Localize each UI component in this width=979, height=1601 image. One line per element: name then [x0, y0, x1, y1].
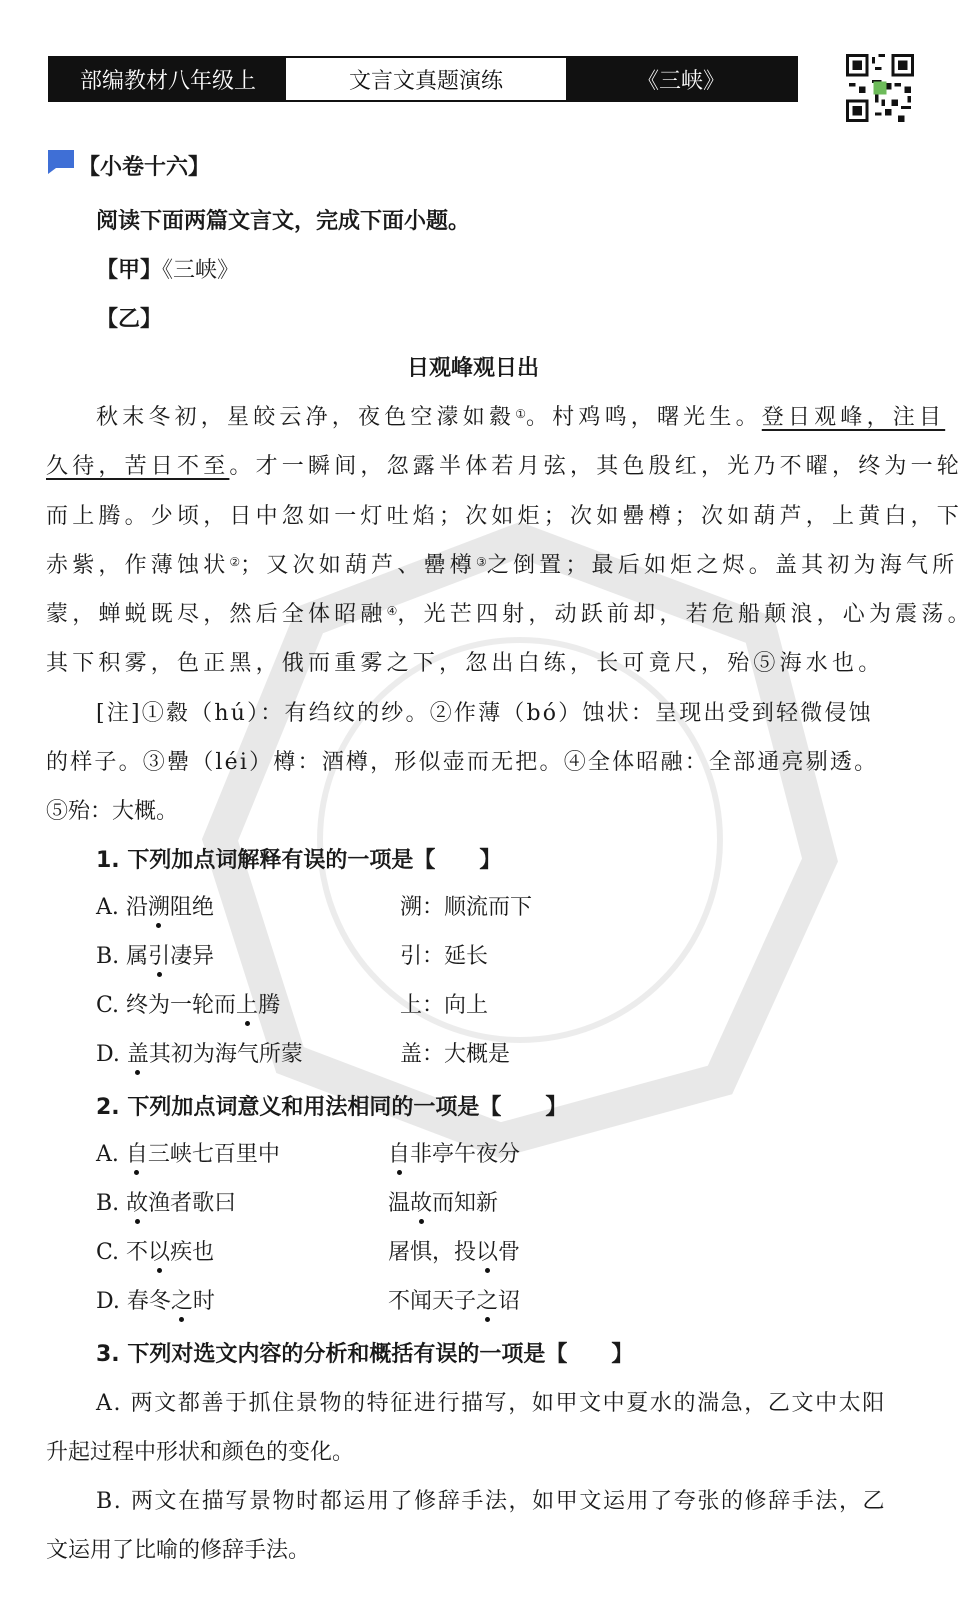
- q2-option-c: C. 不以疾也: [96, 1238, 214, 1268]
- q3-option-a-line-1: A. 两文都善于抓住景物的特征进行描写，如甲文中夏水的湍急，乙文中太阳: [96, 1391, 886, 1416]
- section-title: 【小卷十六】: [78, 155, 211, 180]
- q2-option-b: B. 故渔者歌曰: [96, 1189, 236, 1219]
- q2-option-d: D. 春冬之时: [96, 1287, 215, 1317]
- q2-option-a-compare: 自非亭午夜分: [388, 1140, 520, 1170]
- q1-option-b-explanation: 引：延长: [400, 944, 489, 969]
- qr-code-icon: [846, 54, 914, 122]
- note-line-1: [注]①縠（hú）：有绉纹的纱。②作薄（bó）蚀状：呈现出受到轻微侵蚀: [96, 701, 873, 726]
- header-lesson: 《三峡》: [566, 58, 796, 100]
- passage-yi-title: 日观峰观日出: [407, 356, 540, 381]
- passage-jia-title: 《三峡》: [162, 258, 240, 283]
- passage-jia-label: 【甲】《三峡》: [96, 258, 240, 283]
- q2-option-d-compare: 不闻天子之诏: [388, 1287, 520, 1317]
- passage-line-2: 久待，苦日不至。才一瞬间，忽露半体若月弦，其色殷红，光乃不曜，终为一轮: [46, 454, 964, 479]
- question-1-stem: 1. 下列加点词解释有误的一项是【 】: [96, 848, 502, 873]
- passage-line-6: 其下积雾，色正黑，俄而重雾之下，忽出白练，长可竟尺，殆⑤海水也。: [46, 651, 885, 676]
- q1-option-c-explanation: 上：向上: [400, 993, 489, 1018]
- q1-option-c: C. 终为一轮而上腾: [96, 991, 280, 1021]
- bookmark-icon: [46, 148, 76, 174]
- q1-option-d: D. 盖其初为海气所蒙: [96, 1040, 303, 1070]
- passage-line-5: 蒙，蝉蜕既尽，然后全体昭融④，光芒四射，动跃前却，若危船颠浪，心为震荡。: [46, 602, 974, 627]
- note-line-3: ⑤殆：大概。: [46, 799, 179, 824]
- passage-line-3: 而上腾。少顷，日中忽如一灯吐焰；次如炬；次如罍樽；次如葫芦，上黄白，下: [46, 504, 964, 529]
- header-bar: [48, 56, 798, 102]
- q2-option-c-compare: 屠惧，投以骨: [388, 1238, 520, 1268]
- q1-option-b: B. 属引凄异: [96, 942, 214, 972]
- passage-yi-label: 【乙】: [96, 307, 163, 332]
- q3-option-b-line-1: B. 两文在描写景物时都运用了修辞手法，如甲文运用了夸张的修辞手法，乙: [96, 1489, 887, 1514]
- question-2-stem: 2. 下列加点词意义和用法相同的一项是【 】: [96, 1095, 568, 1120]
- instruction: 阅读下面两篇文言文，完成下面小题。: [96, 209, 471, 234]
- q2-option-a: A. 自三峡七百里中: [96, 1140, 280, 1170]
- q1-option-a: A. 沿溯阻绝: [96, 893, 214, 923]
- q1-option-d-explanation: 盖：大概是: [400, 1042, 511, 1067]
- header-grade: 部编教材八年级上: [50, 58, 286, 100]
- header-section: 文言文真题演练: [286, 58, 566, 100]
- q2-option-b-compare: 温故而知新: [388, 1189, 498, 1219]
- q1-option-a-explanation: 溯：顺流而下: [400, 895, 533, 920]
- question-3-stem: 3. 下列对选文内容的分析和概括有误的一项是【 】: [96, 1342, 634, 1367]
- q3-option-a-line-2: 升起过程中形状和颜色的变化。: [46, 1440, 355, 1465]
- note-line-2: 的样子。③罍（léi）樽：酒樽，形似壶而无把。④全体昭融：全部通亮剔透。: [46, 750, 879, 775]
- q3-option-b-line-2: 文运用了比喻的修辞手法。: [46, 1538, 311, 1563]
- passage-line-4: 赤紫，作薄蚀状②；又次如葫芦、罍樽③之倒置；最后如炬之烬。盖其初为海气所: [46, 553, 959, 578]
- passage-line-1: 秋末冬初，星皎云净，夜色空濛如縠①。村鸡鸣，曙光生。登日观峰，注目: [96, 405, 946, 430]
